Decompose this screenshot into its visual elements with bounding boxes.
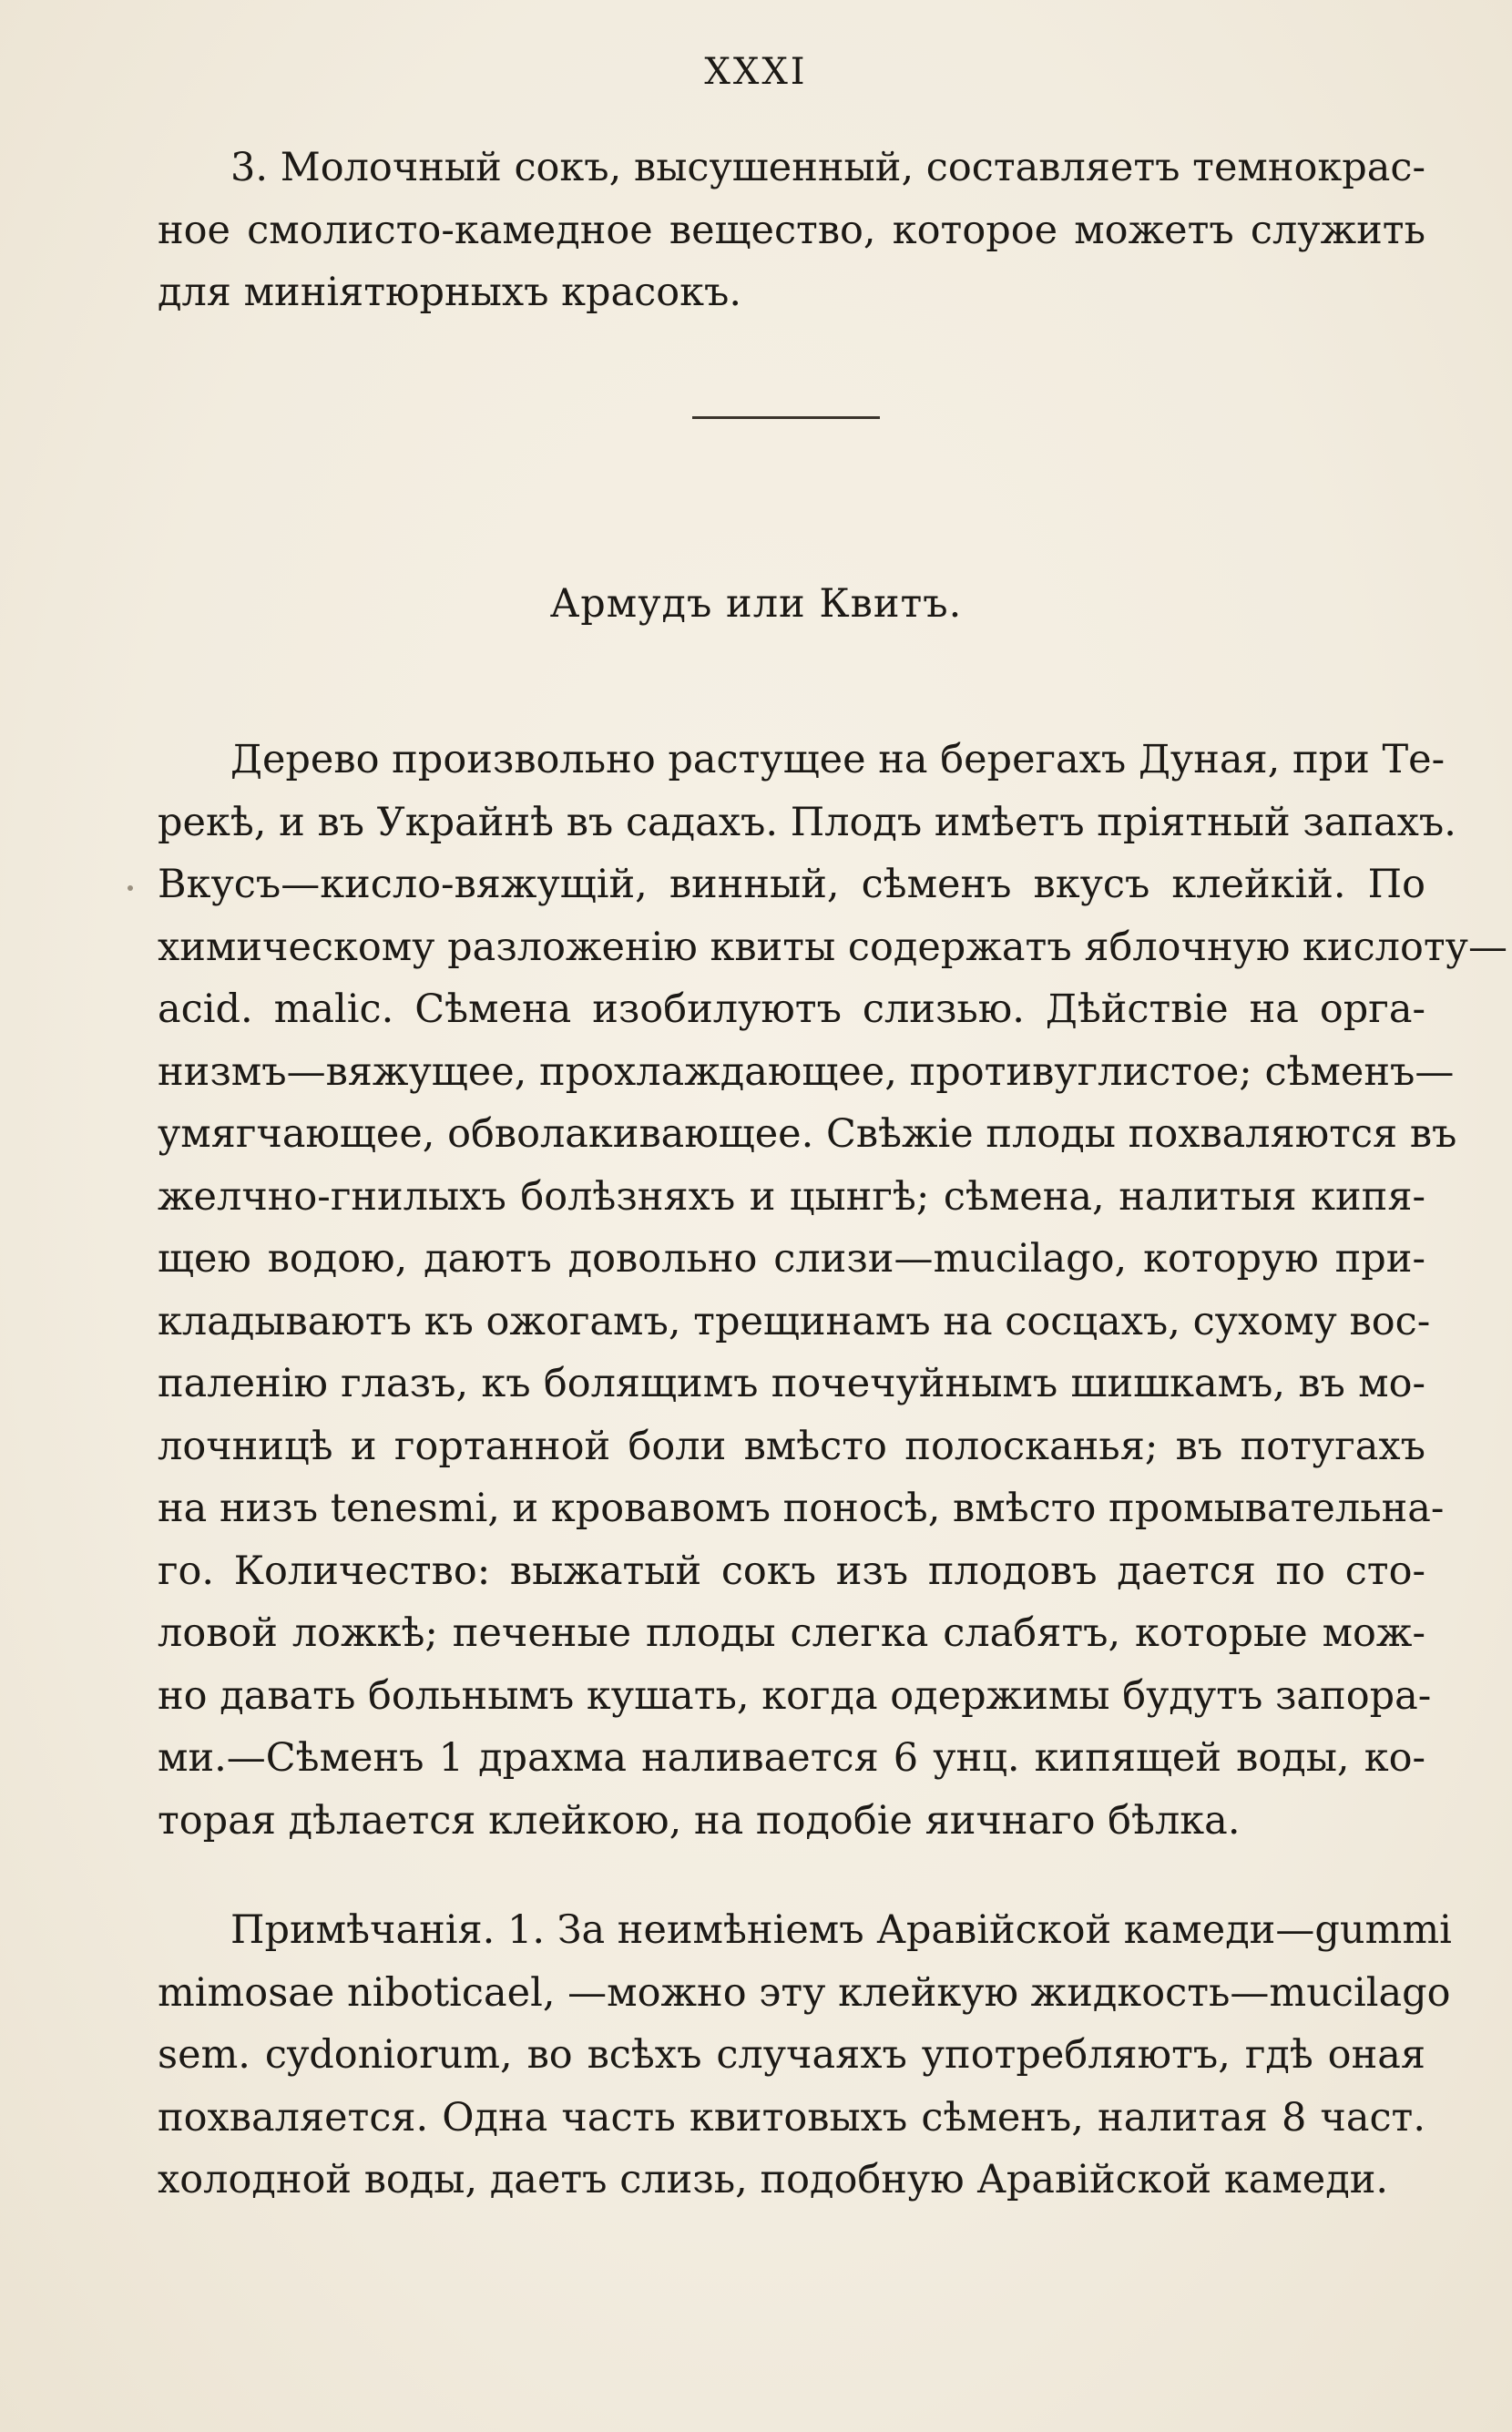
- text-line: паленію глазъ, къ болящимъ почечуйнымъ шишкамъ, въ мо-: [158, 1361, 1425, 1406]
- section-divider: [692, 416, 880, 419]
- section-heading: Армудъ или Квитъ.: [549, 581, 963, 627]
- text-line: ловой ложкѣ; печеные плоды слегка слабятъ, которые мож-: [158, 1610, 1425, 1656]
- text-line: Примѣчанія. 1. За неимѣніемъ Аравійской камеди—gummi: [230, 1907, 1452, 1953]
- text-line: но давать больнымъ кушать, когда одержимы будутъ запора-: [158, 1672, 1432, 1719]
- text-line: ное смолисто-камедное вещество, которое можетъ служить: [158, 207, 1425, 253]
- text-line: щею водою, даютъ довольно слизи—mucilago, которую при-: [158, 1236, 1425, 1282]
- text-line: холодной воды, даетъ слизь, подобную Аравійской камеди.: [158, 2157, 1389, 2202]
- text-line: mimosae niboticael, —можно эту клейкую жидкость—mucilago: [158, 1969, 1451, 2016]
- text-line: торая дѣлается клейкою, на подобіе яичнаго бѣлка.: [158, 1797, 1241, 1844]
- text-line: рекѣ, и въ Украйнѣ въ садахъ. Плодъ имѣетъ пріятный запахъ.: [158, 799, 1456, 845]
- text-line: 3. Молочный сокъ, высушенный, составляетъ темнокрас-: [230, 145, 1426, 190]
- text-line: лочницѣ и гортанной боли вмѣсто полосканья; въ потугахъ: [158, 1423, 1425, 1469]
- text-line: желчно-гнилыхъ болѣзняхъ и цынгѣ; сѣмена, налитыя кипя-: [158, 1173, 1425, 1220]
- text-line: Вкусъ—кисло-вяжущій, винный, сѣменъ вкусъ клейкій. По: [158, 862, 1425, 907]
- text-line: низмъ—вяжущее, прохлаждающее, противуглистое; сѣменъ—: [158, 1048, 1455, 1095]
- text-line: на низъ tenesmi, и кровавомъ поносѣ, вмѣсто промывательна-: [158, 1486, 1445, 1531]
- text-line: acid. malic. Сѣмена изобилуютъ слизью. Дѣйствіе на орга-: [158, 986, 1425, 1032]
- text-line: го. Количество: выжатый сокъ изъ плодовъ дается по сто-: [158, 1548, 1425, 1594]
- main-paragraph: [158, 729, 1507, 1852]
- text-line: ми.—Сѣменъ 1 драхма наливается 6 унц. кипящей воды, ко-: [158, 1735, 1425, 1781]
- text-line: кладываютъ къ ожогамъ, трещинамъ на сосцахъ, сухому вос-: [158, 1298, 1431, 1344]
- text-line: Дерево произвольно растущее на берегахъ Дуная, при Те-: [230, 737, 1446, 782]
- page-number: XXXI: [704, 51, 808, 93]
- text-line: sem. cydoniorum, во всѣхъ случаяхъ употребляютъ, гдѣ оная: [158, 2032, 1425, 2078]
- margin-mark: [128, 885, 133, 891]
- intro-paragraph: [158, 137, 1425, 324]
- notes-paragraph: [158, 1899, 1452, 2212]
- text-line: для миніятюрныхъ красокъ.: [158, 270, 742, 315]
- text-line: химическому разложенію квиты содержатъ яблочную кислоту—: [158, 924, 1507, 970]
- text-line: умягчающее, обволакивающее. Свѣжіе плоды похваляются въ: [158, 1111, 1457, 1157]
- text-line: похваляется. Одна часть квитовыхъ сѣменъ, налитая 8 част.: [158, 2094, 1425, 2141]
